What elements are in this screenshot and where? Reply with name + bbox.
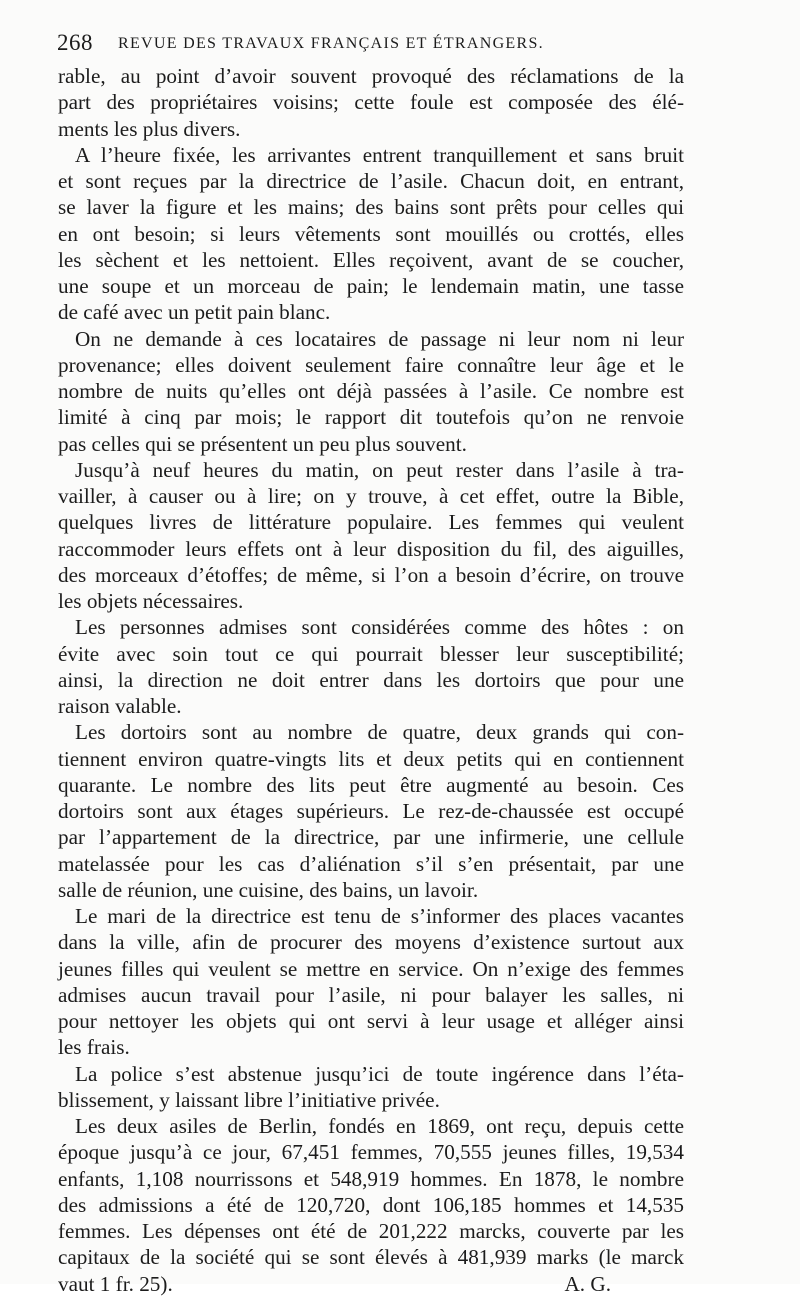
text-line xyxy=(58,929,684,955)
text-line xyxy=(58,956,684,982)
text-line xyxy=(58,404,684,430)
text-line xyxy=(58,641,684,667)
text-line-content: jeunes filles qui veulent se mettre en service. On n’exige des femmes xyxy=(58,956,684,981)
text-line xyxy=(58,536,684,562)
text-line xyxy=(58,824,684,850)
text-line xyxy=(58,457,684,483)
text-line xyxy=(58,562,684,588)
text-line-content: admises aucun travail pour l’asile, ni pour balayer les salles, ni xyxy=(58,982,684,1007)
text-line-content: part des propriétaires voisins; cette foule est composée des élé- xyxy=(58,90,684,115)
text-line-content: en ont besoin; si leurs vêtements sont mouillés ou crottés, elles xyxy=(58,221,684,246)
text-line-content: dans la ville, afin de procurer des moyens d’existence surtout aux xyxy=(58,930,684,955)
text-line-content: ainsi, la direction ne doit entrer dans les dortoirs que pour une xyxy=(58,667,684,692)
text-line xyxy=(58,1034,684,1060)
text-line xyxy=(58,378,684,404)
text-line-content: Les dortoirs sont au nombre de quatre, deux grands qui con- xyxy=(75,720,684,745)
text-line xyxy=(58,247,684,273)
text-line-content: quarante. Le nombre des lits peut être augmenté au besoin. Ces xyxy=(58,772,684,797)
text-line xyxy=(58,168,684,194)
text-line-content: les frais. xyxy=(58,1035,130,1060)
text-line-content: vailler, à causer ou à lire; on y trouve, à cet effet, outre la Bible, xyxy=(58,484,684,508)
text-line-content: des admissions a été de 120,720, dont 106,185 hommes et 14,535 xyxy=(58,1192,684,1217)
text-line-content: A l’heure fixée, les arrivantes entrent tranquillement et sans bruit xyxy=(75,142,684,167)
text-line xyxy=(58,614,684,640)
text-line-content: pas celles qui se présentent un peu plus souvent. xyxy=(58,431,467,456)
text-line-content: matelassée pour les cas d’aliénation s’il s’en présentait, par une xyxy=(58,851,684,876)
text-line xyxy=(58,483,684,509)
text-line xyxy=(58,982,684,1008)
text-line xyxy=(58,509,684,535)
text-line-content: époque jusqu’à ce jour, 67,451 femmes, 70,555 jeunes filles, 19,534 xyxy=(58,1140,684,1165)
text-line-content: une soupe et un morceau de pain; le lendemain matin, une tasse xyxy=(58,274,684,298)
text-line-content: La police s’est abstenue jusqu’ici de toute ingérence dans l’éta- xyxy=(75,1061,684,1086)
text-line-content: capitaux de la société qui se sont élevés à 481,939 marks (le marck xyxy=(58,1245,684,1270)
text-line xyxy=(58,1139,684,1165)
text-line-content: blissement, y laissant libre l’initiative privée. xyxy=(58,1087,440,1112)
text-line xyxy=(58,299,684,325)
text-line-content: et sont reçues par la directrice de l’asile. Chacun doit, en entrant, xyxy=(58,169,684,193)
text-line xyxy=(58,1166,684,1192)
text-line xyxy=(58,719,684,745)
text-line-content: Les personnes admises sont considérées comme des hôtes : on xyxy=(75,615,684,640)
text-line xyxy=(58,1061,684,1087)
text-line xyxy=(58,798,684,824)
text-line xyxy=(58,326,684,352)
page-number: 268 xyxy=(57,30,93,55)
text-line xyxy=(58,667,684,693)
text-line xyxy=(58,903,684,929)
text-line-content: nombre de nuits qu’elles ont déjà passées à l’asile. Ce nombre est xyxy=(58,379,684,403)
text-line xyxy=(58,1192,684,1218)
text-line-content: Les deux asiles de Berlin, fondés en 1869, ont reçu, depuis cette xyxy=(75,1114,684,1138)
text-line xyxy=(58,116,684,142)
author-initials: A. G. xyxy=(564,1271,611,1296)
text-line-content: évite avec soin tout ce qui pourrait blesser leur susceptibilité; xyxy=(58,641,684,666)
text-line xyxy=(58,1087,684,1113)
text-line-content: quelques livres de littérature populaire. Les femmes qui veulent xyxy=(58,510,684,535)
text-line-content: enfants, 1,108 nourrissons et 548,919 hommes. En 1878, le nombre xyxy=(58,1166,684,1191)
text-line xyxy=(58,772,684,798)
text-line xyxy=(58,431,684,457)
text-line xyxy=(58,1218,684,1244)
text-line xyxy=(58,693,684,719)
text-line xyxy=(58,142,684,168)
text-line xyxy=(58,746,684,772)
text-line-content: ments les plus divers. xyxy=(58,116,241,141)
page-header xyxy=(57,30,677,64)
text-line-content: pour nettoyer les objets qui ont servi à leur usage et alléger ainsi xyxy=(58,1009,684,1033)
text-line-content: Jusqu’à neuf heures du matin, on peut rester dans l’asile à tra- xyxy=(75,457,684,482)
running-title: REVUE DES TRAVAUX FRANÇAIS ET ÉTRANGERS. xyxy=(118,35,544,52)
text-line-content: On ne demande à ces locataires de passage ni leur nom ni leur xyxy=(75,326,684,351)
text-line xyxy=(58,851,684,877)
text-line-content: Le mari de la directrice est tenu de s’informer des places vacantes xyxy=(75,904,684,928)
text-line xyxy=(58,89,684,115)
text-line xyxy=(58,273,684,299)
body-text xyxy=(58,63,684,1297)
text-line-content: limité à cinq par mois; le rapport dit toutefois qu’on ne renvoie xyxy=(58,405,684,430)
text-line xyxy=(58,1008,684,1034)
text-line-content: se laver la figure et les mains; des bains sont prêts pour celles qui xyxy=(58,195,684,220)
text-line-content: dortoirs sont aux étages supérieurs. Le rez-de-chaussée est occupé xyxy=(58,799,684,823)
text-line-content: salle de réunion, une cuisine, des bains, un lavoir. xyxy=(58,877,479,902)
text-line xyxy=(58,352,684,378)
text-line-content: des morceaux d’étoffes; de même, si l’on a besoin d’écrire, on trouve xyxy=(58,562,684,587)
text-line xyxy=(58,588,684,614)
text-line-content: raison valable. xyxy=(58,694,182,718)
text-line-content: par l’appartement de la directrice, par une infirmerie, une cellule xyxy=(58,825,684,850)
text-line-content: femmes. Les dépenses ont été de 201,222 marcks, couverte par les xyxy=(58,1219,684,1243)
text-line-content: tiennent environ quatre-vingts lits et deux petits qui en contiennent xyxy=(58,746,684,771)
text-line xyxy=(58,1244,684,1270)
text-line xyxy=(58,221,684,247)
text-line-content: raccommoder leurs effets ont à leur disposition du fil, des aiguilles, xyxy=(58,536,684,561)
text-line-content: les objets nécessaires. xyxy=(58,589,244,613)
text-line xyxy=(58,1113,684,1139)
text-line xyxy=(58,194,684,220)
text-line-content: provenance; elles doivent seulement faire connaître leur âge et le xyxy=(58,352,684,377)
text-line-content: vaut 1 fr. 25). xyxy=(58,1271,173,1296)
text-line xyxy=(58,877,684,903)
text-line-content: les sèchent et les nettoient. Elles reçoivent, avant de se coucher, xyxy=(58,247,684,272)
text-line xyxy=(58,63,684,89)
text-line-content: rable, au point d’avoir souvent provoqué des réclamations de la xyxy=(58,64,684,88)
text-line-content: de café avec un petit pain blanc. xyxy=(58,300,331,325)
